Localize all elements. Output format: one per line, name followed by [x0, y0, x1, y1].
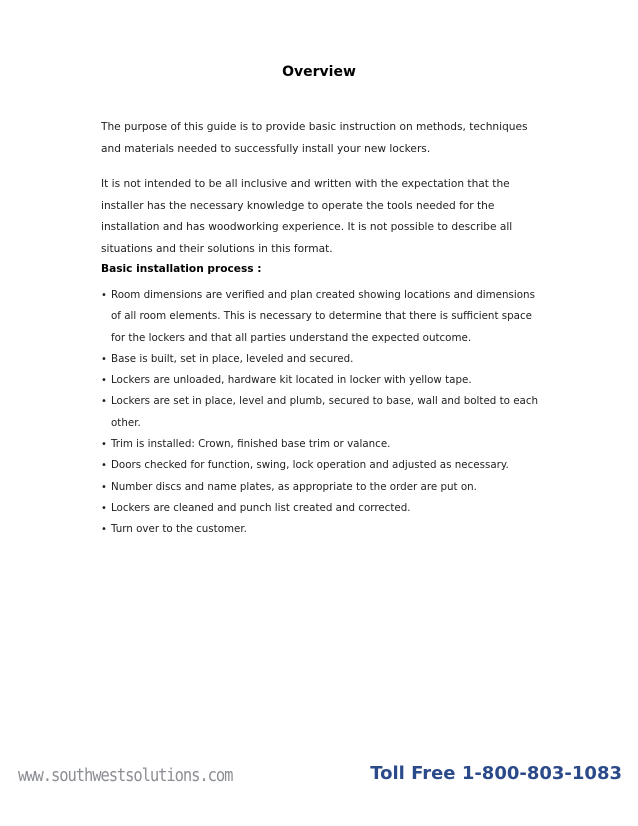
bullet-icon: • — [101, 481, 107, 493]
bullet-icon: • — [101, 396, 107, 408]
phone-number: 1-800-803-1083 — [461, 763, 622, 784]
list-item — [101, 519, 546, 540]
list-item-text: Lockers are cleaned and punch list created and corrected. — [111, 501, 411, 514]
bullet-icon: • — [101, 353, 107, 365]
bullet-icon: • — [101, 524, 107, 536]
list-item-text: Number discs and name plates, as appropriate to the order are put on. — [111, 480, 477, 493]
list-item-text: Room dimensions are verified and plan created showing locations and dimensions of all room elements. This is necessary to determine that there is sufficient space for the lockers and that all parties understand the expected outcome. — [111, 289, 535, 344]
page-title: Overview — [282, 64, 356, 80]
disclaimer-paragraph: It is not intended to be all inclusive and written with the expectation that the installer has the necessary knowledge to operate the tools needed for the installation and has woodworking experience. It is not possible to describe all situations and their solutions in this format. — [101, 178, 513, 255]
list-item — [101, 391, 546, 434]
list-item — [101, 498, 546, 519]
bullet-icon: • — [101, 502, 107, 514]
installation-steps-list — [101, 285, 546, 541]
list-item-text: Base is built, set in place, leveled and secured. — [111, 352, 354, 365]
toll-free-phone[interactable] — [370, 763, 622, 784]
intro-paragraph: The purpose of this guide is to provide basic instruction on methods, techniques and materials needed to successfully install your new lockers. — [101, 121, 528, 155]
bullet-icon: • — [101, 460, 107, 472]
list-item-text: Doors checked for function, swing, lock operation and adjusted as necessary. — [111, 459, 509, 472]
section-heading: Basic installation process : — [101, 263, 262, 275]
list-item — [101, 434, 546, 455]
list-item-text: Lockers are set in place, level and plumb, secured to base, wall and bolted to each other. — [111, 395, 539, 429]
list-item — [101, 349, 546, 370]
list-item — [101, 285, 546, 349]
bullet-icon: • — [101, 290, 107, 301]
list-item — [101, 370, 546, 391]
bullet-icon: • — [101, 439, 107, 451]
list-item-text: Turn over to the customer. — [111, 523, 247, 536]
bullet-icon: • — [101, 375, 107, 387]
list-item-text: Trim is installed: Crown, finished base trim or valance. — [111, 438, 391, 451]
list-item — [101, 455, 546, 476]
website-link[interactable]: www.southwestsolutions.com — [18, 765, 233, 786]
list-item-text: Lockers are unloaded, hardware kit located in locker with yellow tape. — [111, 374, 472, 387]
phone-label: Toll Free — [370, 763, 456, 784]
list-item — [101, 477, 546, 498]
